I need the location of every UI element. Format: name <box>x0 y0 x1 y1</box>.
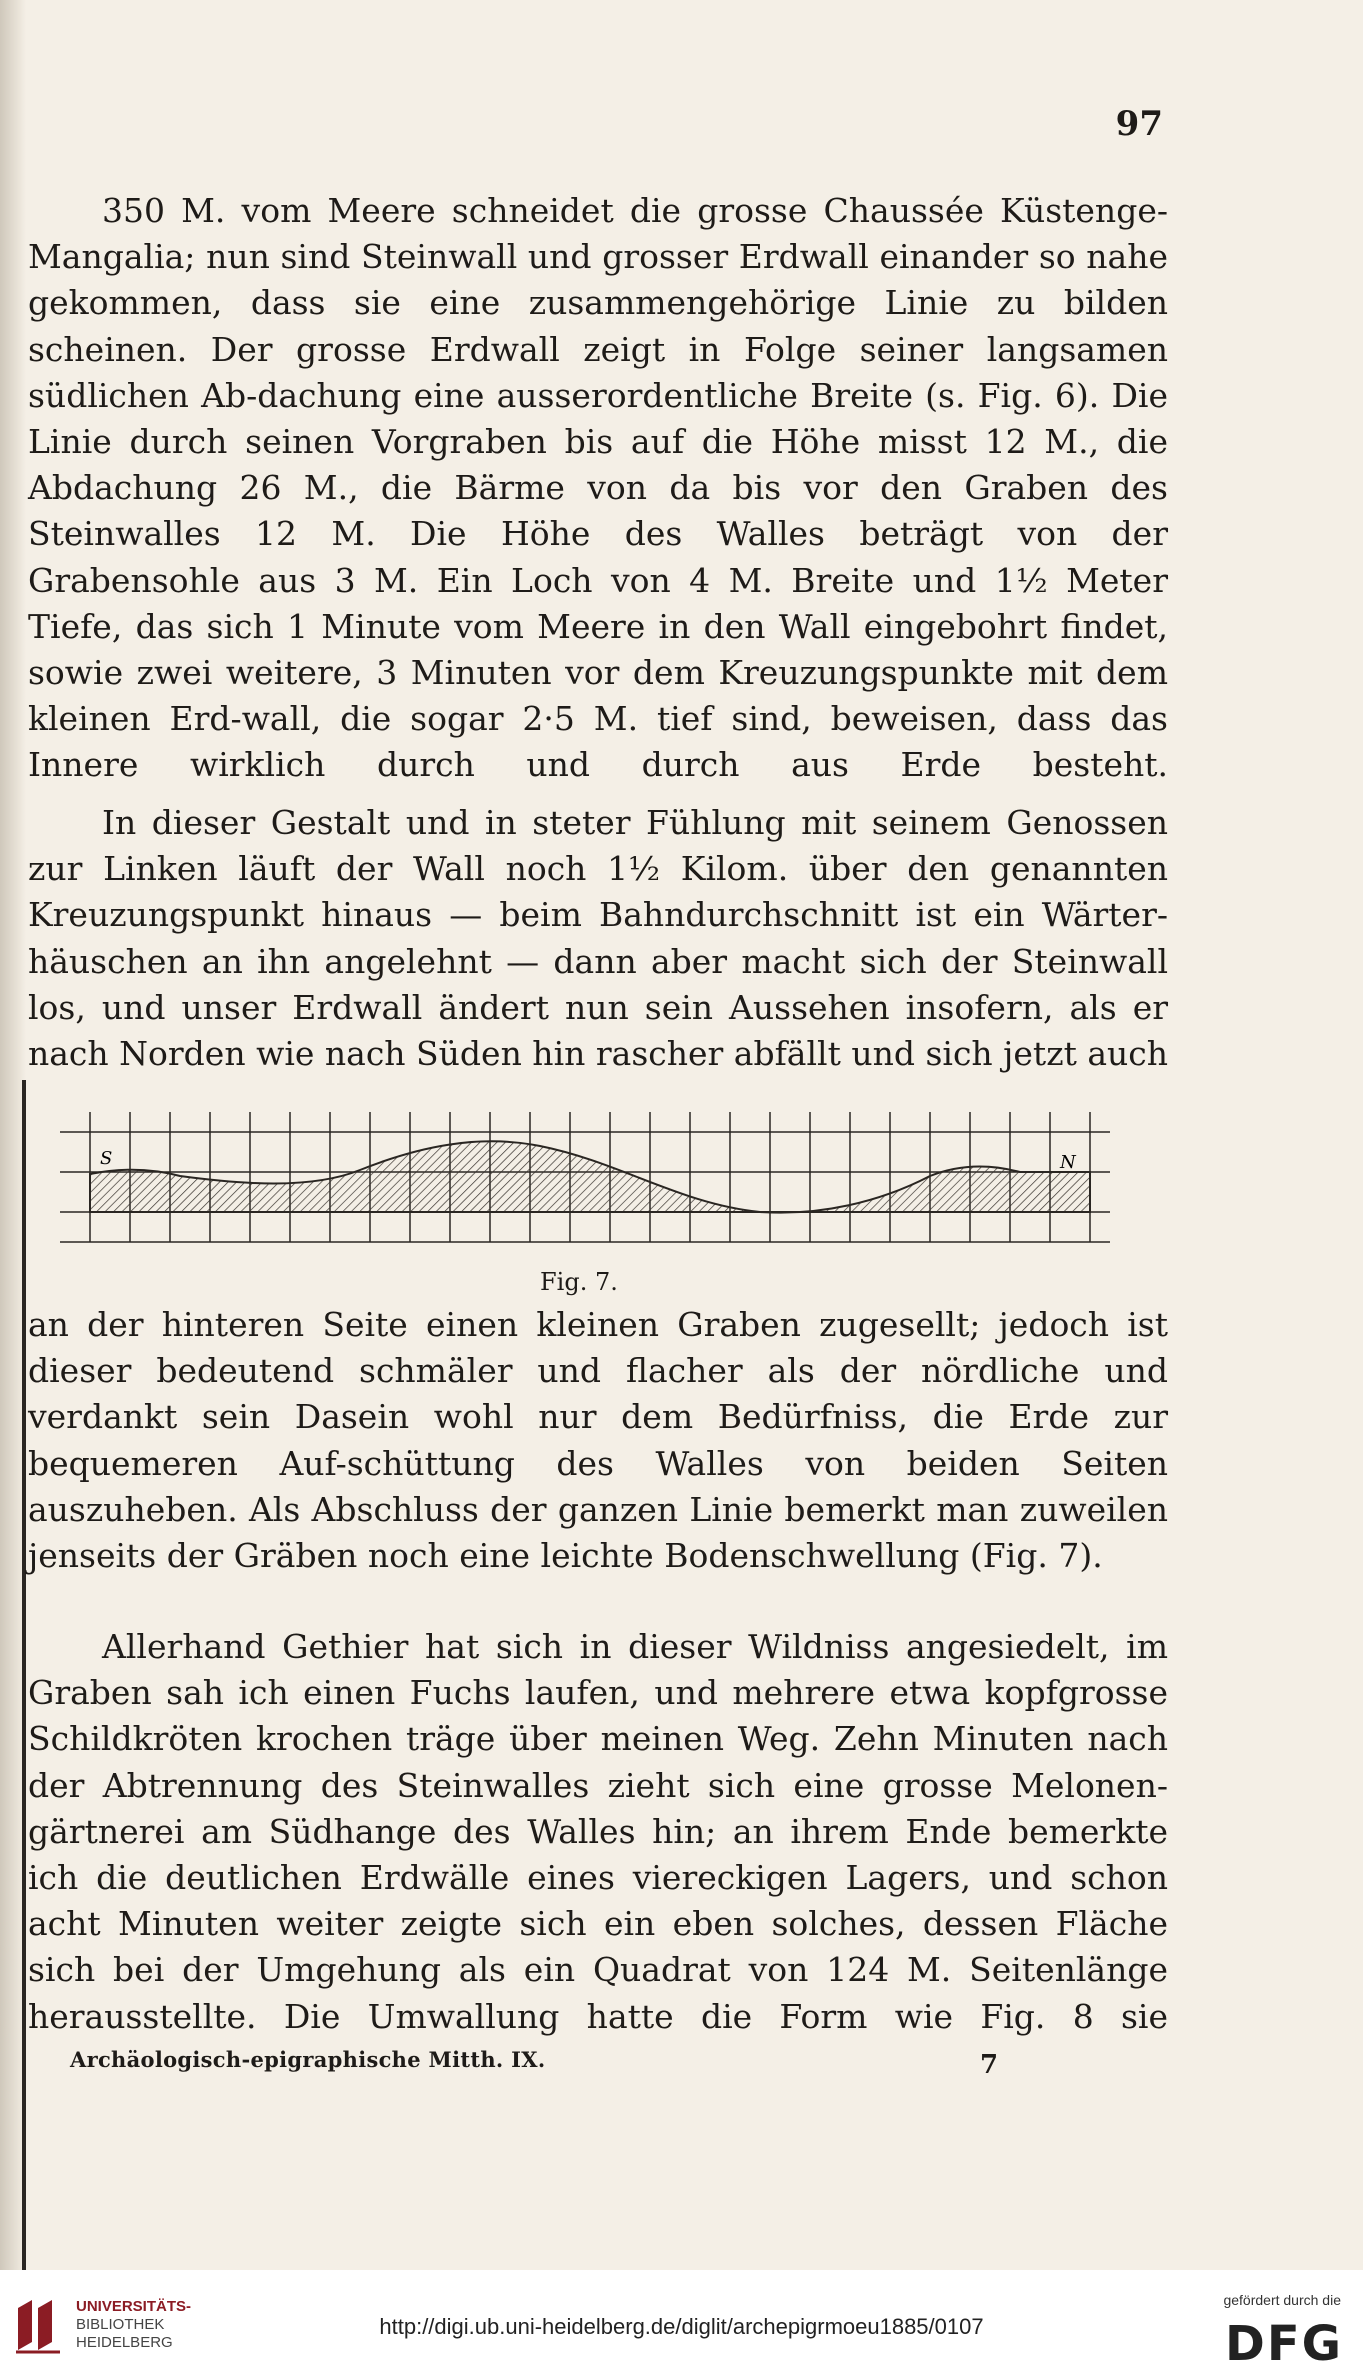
figure-label-south: S <box>100 1148 113 1169</box>
paragraph-3 <box>28 1302 1168 1579</box>
library-name-line2: BIBLIOTHEK <box>76 2316 165 2333</box>
permalink-url[interactable]: http://digi.ub.uni-heidelberg.de/diglit/archepigrmoeu1885/0107 <box>379 2314 984 2339</box>
digitization-bar <box>0 2270 1363 2378</box>
paragraph-1 <box>28 188 1168 789</box>
figure-7-cross-section <box>60 1112 1110 1262</box>
library-name-line1: UNIVERSITÄTS- <box>76 2298 192 2315</box>
paragraph-1-text: 350 M. vom Meere schneidet die grosse Chaussée Küstenge-Mangalia; nun sind Steinwall und grosser Erdwall einander so nahe gekommen, dass sie eine zusammengehörige Linie zu bilden scheinen. Der grosse Erdwall zeigt in Folge seiner langsamen südlichen Ab-dachung eine ausserordentliche Breite (s. Fig. 6). Die Linie durch seinen Vorgraben bis auf die Höhe misst 12 M., die Abdachung 26 M., die Bärme von da bis vor den Graben des Steinwalles 12 M. Die Höhe des Walles beträgt von der Grabensohle aus 3 M. Ein Loch von 4 M. Breite und 1½ Meter Tiefe, das sich 1 Minute vom Meere in den Wall eingebohrt findet, sowie zwei weitere, 3 Minuten vor dem Kreuzungspunkte mit dem kleinen Erd-wall, die sogar 2·5 M. tief sind, beweisen, dass das Innere wirklich durch und durch aus Erde besteht. <box>28 191 1168 785</box>
page-edge-line <box>22 1080 26 2270</box>
funding-note: gefördert durch die <box>1223 2292 1341 2308</box>
signature-mark: 7 <box>980 2050 999 2080</box>
dfg-logo: DFG <box>1224 2316 1343 2372</box>
paragraph-2 <box>28 800 1168 1077</box>
figure-label-north: N <box>1060 1152 1076 1173</box>
paragraph-2-text: In dieser Gestalt und in steter Fühlung mit seinem Genossen zur Linken läuft der Wall noch 1½ Kilom. über den genannten Kreuzungspunkt hinaus — beim Bahndurchschnitt ist ein Wärter-häuschen an ihn angelehnt — dann aber macht sich der Steinwall los, und unser Erdwall ändert nun sein Aussehen insofern, als er nach Norden wie nach Süden hin rascher abfällt und sich jetzt auch <box>28 803 1168 1074</box>
paragraph-4 <box>28 1624 1168 2040</box>
page-number: 97 <box>1115 104 1163 144</box>
journal-footer: Archäologisch-epigraphische Mitth. IX. <box>70 2047 546 2072</box>
paragraph-3-text: an der hinteren Seite einen kleinen Graben zugesellt; jedoch ist dieser bedeutend schmäler und flacher als der nördliche und verdankt sein Dasein wohl nur dem Bedürfniss, die Erde zur bequemeren Auf-schüttung des Walles von beiden Seiten auszuheben. Als Abschluss der ganzen Linie bemerkt man zuweilen jenseits der Gräben noch eine leichte Bodenschwellung (Fig. 7). <box>28 1305 1168 1576</box>
earthwork-profile <box>90 1141 1090 1212</box>
paragraph-4-text: Allerhand Gethier hat sich in dieser Wildniss angesiedelt, im Graben sah ich einen Fuchs laufen, und mehrere etwa kopfgrosse Schildkröten krochen träge über meinen Weg. Zehn Minuten nach der Abtrennung des Steinwalles zieht sich eine grosse Melonen-gärtnerei am Südhange des Walles hin; an ihrem Ende bemerkte ich die deutlichen Erdwälle eines viereckigen Lagers, und schon acht Minuten weiter zeigte sich ein eben solches, dessen Fläche sich bei der Umgehung als ein Quadrat von 124 M. Seitenlänge herausstellte. Die Umwallung hatte die Form wie Fig. 8 sie <box>28 1627 1168 2036</box>
library-name-line3: HEIDELBERG <box>76 2334 173 2351</box>
figure-caption: Fig. 7. <box>540 1268 618 1296</box>
